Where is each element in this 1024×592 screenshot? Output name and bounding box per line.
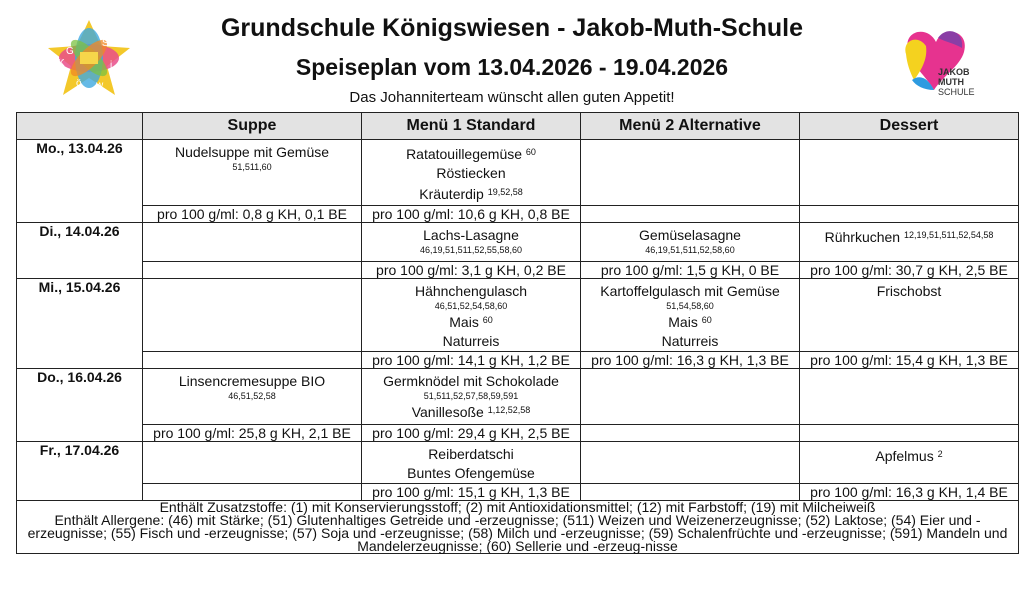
menu1-cell [362, 369, 581, 425]
dish-name: Röstiecken [436, 165, 506, 181]
dish-name: Reiberdatschi [428, 446, 514, 462]
legend-cell [17, 501, 1019, 554]
col-header-menu1: Menü 1 Standard [362, 113, 581, 140]
col-header-menu2: Menü 2 Alternative [581, 113, 800, 140]
school-logo-right [898, 20, 978, 100]
table-row [17, 279, 1019, 352]
day-label: Mo., 13.04.26 [17, 140, 143, 223]
nutrition-info-empty [143, 262, 362, 279]
nutrition-info-empty [581, 484, 800, 501]
page-header [0, 0, 1024, 112]
nutrition-row [17, 262, 1019, 279]
table-row [17, 369, 1019, 425]
soup-cell [143, 369, 362, 425]
day-label: Mi., 15.04.26 [17, 279, 143, 369]
nutrition-info-empty [581, 206, 800, 223]
logo-text-jakob: JAKOB [938, 67, 970, 77]
header-day-cell [17, 113, 143, 140]
dish-name: Frischobst [876, 283, 942, 299]
dish-name: Nudelsuppe mit Gemüse [174, 144, 330, 160]
dish-name: Naturreis [661, 333, 719, 349]
dessert-cell [800, 223, 1019, 262]
nutrition-info-empty [143, 484, 362, 501]
allergen-codes: 51,511,60 [232, 162, 272, 172]
nutrition-row [17, 352, 1019, 369]
menu1-cell [362, 442, 581, 484]
nutrition-info: pro 100 g/ml: 30,7 g KH, 2,5 BE [800, 262, 1019, 279]
logo-letter-k: K [58, 58, 65, 69]
col-header-soup: Suppe [143, 113, 362, 140]
greeting: Das Johanniterteam wünscht allen guten Appetit! [349, 89, 675, 106]
nutrition-info: pro 100 g/ml: 0,8 g KH, 0,1 BE [143, 206, 362, 223]
nutrition-info: pro 100 g/ml: 10,6 g KH, 0,8 BE [362, 206, 581, 223]
allergen-codes: 51,511,52,57,58,59,591 [423, 391, 519, 401]
menu1-cell [362, 279, 581, 352]
table-row [17, 140, 1019, 206]
nutrition-info: pro 100 g/ml: 25,8 g KH, 2,1 BE [143, 425, 362, 442]
dish-name: Hähnchengulasch [414, 283, 528, 299]
nutrition-info-empty [800, 206, 1019, 223]
day-label: Di., 14.04.26 [17, 223, 143, 279]
logo-text-schule: SCHULE [938, 87, 975, 97]
dessert-cell [800, 279, 1019, 352]
logo-text-muth: MUTH [938, 77, 964, 87]
dish-name: Apfelmus $^2$ [875, 448, 943, 464]
dish-name: Mais $^{60}$ [668, 314, 712, 330]
nutrition-info: pro 100 g/ml: 3,1 g KH, 0,2 BE [362, 262, 581, 279]
nutrition-info: pro 100 g/ml: 16,3 g KH, 1,3 BE [581, 352, 800, 369]
menu2-cell [581, 369, 800, 425]
allergen-codes: 46,51,52,58 [228, 391, 276, 401]
menu2-cell [581, 140, 800, 206]
allergen-codes: 46,19,51,511,52,58,60 [645, 245, 735, 255]
dessert-cell [800, 369, 1019, 425]
logo-letter-w: w [96, 80, 104, 91]
menu1-cell [362, 223, 581, 262]
menu2-cell [581, 223, 800, 262]
soup-cell [143, 140, 362, 206]
soup-cell [143, 223, 362, 262]
col-header-dessert: Dessert [800, 113, 1019, 140]
dessert-cell [800, 140, 1019, 206]
logo-letter-oe: ö [76, 78, 82, 89]
nutrition-row [17, 206, 1019, 223]
table-header-row [17, 113, 1019, 140]
dish-name: Lachs-Lasagne [423, 227, 519, 243]
logo-letter-i: i [110, 60, 113, 71]
dish-name: Buntes Ofengemüse [407, 465, 535, 481]
dish-name: Mais $^{60}$ [449, 314, 493, 330]
dish-name: Gemüselasagne [639, 227, 741, 243]
dish-name: Rührkuchen $^{12,19,51,511,52,54,58}$ [824, 229, 994, 245]
dish-name: Germknödel mit Schokolade [383, 373, 559, 389]
nutrition-info-empty [800, 425, 1019, 442]
nutrition-row [17, 484, 1019, 501]
allergen-codes: 46,19,51,511,52,55,58,60 [420, 245, 522, 255]
logo-letter-g: G [66, 46, 74, 57]
soup-cell [143, 279, 362, 352]
nutrition-info: pro 100 g/ml: 1,5 g KH, 0 BE [581, 262, 800, 279]
day-label: Fr., 17.04.26 [17, 442, 143, 501]
table-row [17, 223, 1019, 262]
dish-name: Naturreis [442, 333, 500, 349]
dish-name: Ratatouillegemüse $^{60}$ [406, 146, 536, 162]
soup-cell [143, 442, 362, 484]
nutrition-info: pro 100 g/ml: 29,4 g KH, 2,5 BE [362, 425, 581, 442]
menu2-cell [581, 279, 800, 352]
nutrition-info: pro 100 g/ml: 14,1 g KH, 1,2 BE [362, 352, 581, 369]
menu2-cell [581, 442, 800, 484]
dessert-cell [800, 442, 1019, 484]
nutrition-info-empty [143, 352, 362, 369]
nutrition-info: pro 100 g/ml: 15,1 g KH, 1,3 BE [362, 484, 581, 501]
legend-row [17, 501, 1019, 554]
day-label: Do., 16.04.26 [17, 369, 143, 442]
nutrition-info: pro 100 g/ml: 16,3 g KH, 1,4 BE [800, 484, 1019, 501]
dish-name: Kartoffelgulasch mit Gemüse [600, 283, 780, 299]
nutrition-info-empty [581, 425, 800, 442]
allergens-legend: Enthält Allergene: (46) mit Stärke; (51) Glutenhaltiges Getreide und -erzeugnisse; (511) Weizen und Weizenerzeugnisse; (52) Laktose; (54) Eier und -erzeugnisse; (55) Fisch und -erzeugnisse; (57) Soja und -erzeugnisse; (58) Milch und -erzeugnisse; (59) Schalenfrüchte und -erzeugnisse; (591) Mandeln und Mandelerzeugnisse; (60) Sellerie und -erzeug-nisse [27, 512, 1008, 554]
table-row [17, 442, 1019, 484]
menu-table [16, 112, 1019, 554]
plan-title: Speiseplan vom 13.04.2026 - 19.04.2026 [295, 54, 729, 80]
nutrition-info: pro 100 g/ml: 15,4 g KH, 1,3 BE [800, 352, 1019, 369]
nutrition-row [17, 425, 1019, 442]
logo-letter-s: S [102, 38, 109, 49]
dish-name: Vanillesoße $^{1,12,52,58}$ [411, 404, 531, 420]
additives-legend: Enthält Zusatzstoffe: (1) mit Konservierungsstoff; (2) mit Antioxidationsmittel; (12) mit Farbstoff; (19) mit Milcheiweiß [159, 499, 876, 515]
menu1-cell [362, 140, 581, 206]
allergen-codes: 46,51,52,54,58,60 [434, 301, 508, 311]
allergen-codes: 51,54,58,60 [666, 301, 714, 311]
dish-name: Linsencremesuppe BIO [178, 373, 326, 389]
school-title: Grundschule Königswiesen - Jakob-Muth-Schule [220, 14, 803, 42]
dish-name: Kräuterdip $^{19,52,58}$ [419, 186, 523, 202]
